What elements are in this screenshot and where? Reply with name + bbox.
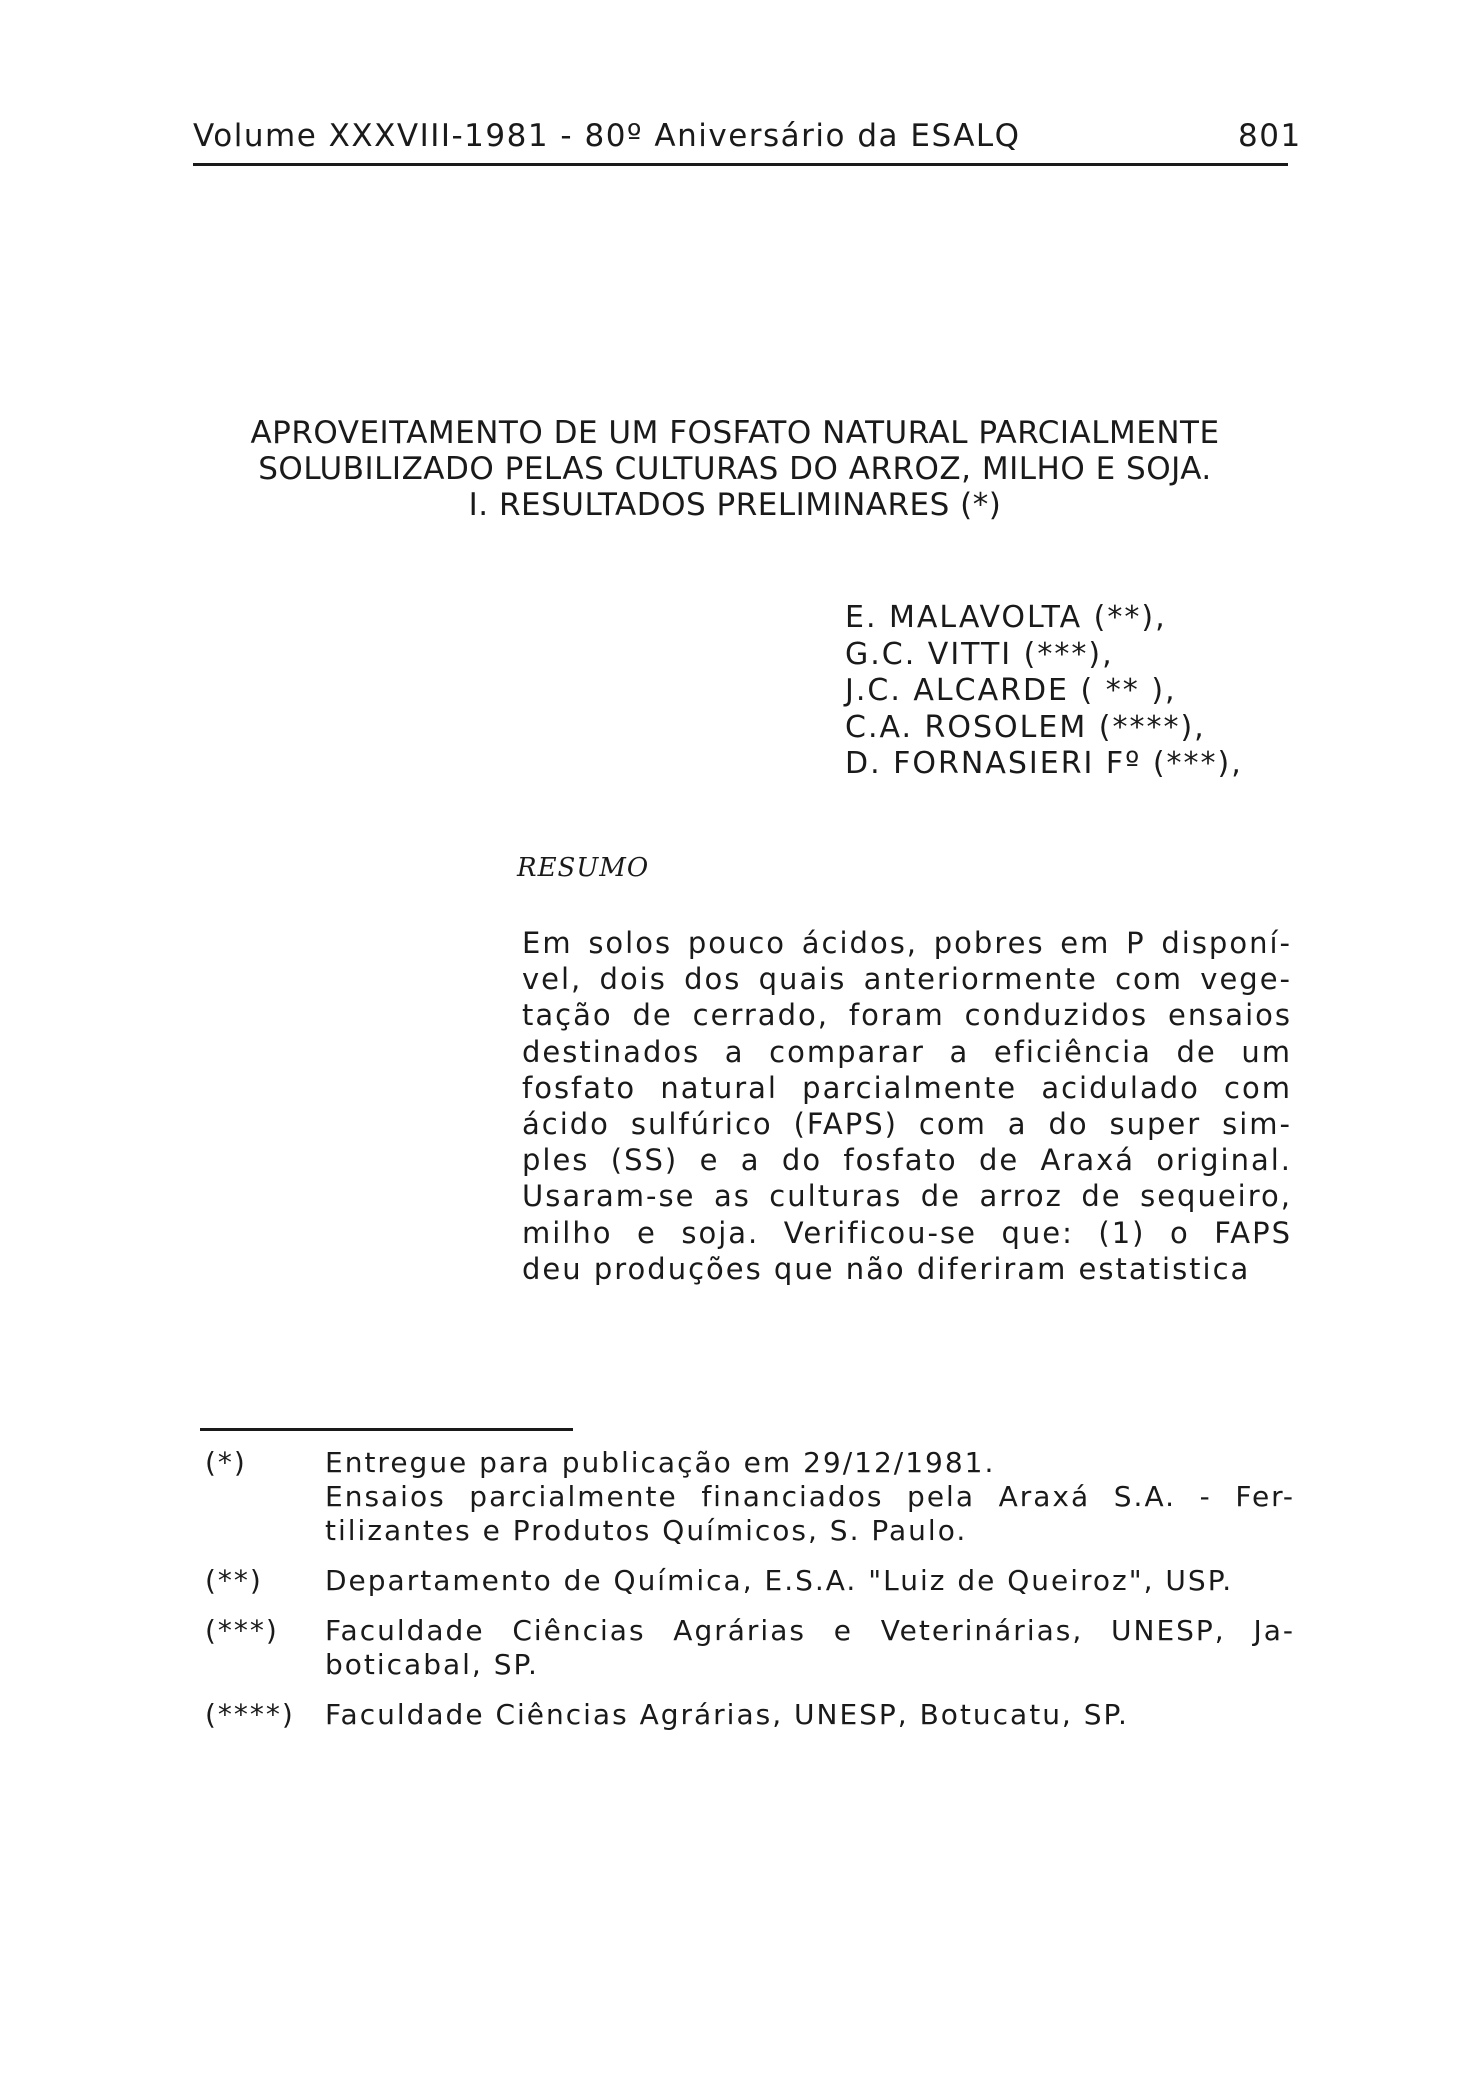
footnote [205, 1446, 1300, 1548]
abstract-line: Em solos pouco ácidos, pobres em P disponí- [522, 926, 1292, 960]
footnote-mark: (*) [205, 1446, 247, 1479]
footnote [205, 1698, 1300, 1732]
footnotes [205, 1446, 1300, 1748]
author: E. MALAVOLTA (**), [845, 600, 1167, 635]
author-list [845, 600, 1243, 783]
page-number: 801 [1238, 118, 1302, 154]
abstract-line: tação de cerrado, foram conduzidos ensaios [522, 998, 1292, 1033]
abstract-body [522, 925, 1292, 1287]
author: J.C. ALCARDE ( ** ), [845, 673, 1177, 708]
footnote-text [325, 1564, 1300, 1598]
abstract-line: deu produções que não diferiram estatistica [522, 1251, 1251, 1286]
abstract-line: fosfato natural parcialmente acidulado com [522, 1070, 1292, 1105]
title-line: I. RESULTADOS PRELIMINARES (*) [468, 487, 1002, 523]
abstract-line: milho e soja. Verificou-se que: (1) o FAPS [522, 1215, 1292, 1250]
footnote-line: tilizantes e Produtos Químicos, S. Paulo. [325, 1514, 968, 1547]
footnote-line: boticabal, SP. [325, 1648, 539, 1681]
title-line: SOLUBILIZADO PELAS CULTURAS DO ARROZ, MILHO E SOJA. [258, 451, 1212, 487]
author: G.C. VITTI (***), [845, 636, 1114, 672]
footnote-line: Faculdade Ciências Agrárias e Veterinárias, UNESP, Ja- [325, 1614, 1295, 1647]
footnote [205, 1614, 1300, 1682]
abstract-line: destinados a comparar a eficiência de um [522, 1034, 1292, 1069]
footnote-text [325, 1446, 1300, 1548]
abstract-line: vel, dois dos quais anteriormente com vege- [522, 962, 1292, 997]
running-head: Volume XXXVIII-1981 - 80º Aniversário da ESALQ [193, 118, 1021, 154]
abstract-line: ples (SS) e a do fosfato de Araxá original. [522, 1143, 1292, 1178]
footnote-rule [200, 1428, 573, 1431]
author: D. FORNASIERI Fº (***), [845, 746, 1243, 781]
footnote-line: Entregue para publicação em 29/12/1981. [325, 1446, 996, 1479]
author: C.A. ROSOLEM (****), [845, 709, 1206, 745]
footnote-line: Departamento de Química, E.S.A. "Luiz de Queiroz", USP. [325, 1564, 1234, 1597]
footnote-mark: (****) [205, 1698, 295, 1731]
title-line: APROVEITAMENTO DE UM FOSFATO NATURAL PARCIALMENTE [250, 415, 1220, 451]
footnote-line: Ensaios parcialmente financiados pela Araxá S.A. - Fer- [325, 1480, 1295, 1513]
header-rule [193, 163, 1288, 166]
abstract-line: ácido sulfúrico (FAPS) com a do super sim- [522, 1106, 1292, 1141]
article-title [160, 415, 1310, 523]
footnote [205, 1564, 1300, 1598]
footnote-mark: (**) [205, 1564, 263, 1597]
abstract-heading: RESUMO [517, 853, 650, 883]
footnote-text [325, 1698, 1300, 1732]
footnote-mark: (***) [205, 1614, 279, 1647]
footnote-text [325, 1614, 1300, 1682]
abstract-line: Usaram-se as culturas de arroz de sequeiro, [522, 1179, 1292, 1214]
footnote-line: Faculdade Ciências Agrárias, UNESP, Botucatu, SP. [325, 1698, 1129, 1731]
